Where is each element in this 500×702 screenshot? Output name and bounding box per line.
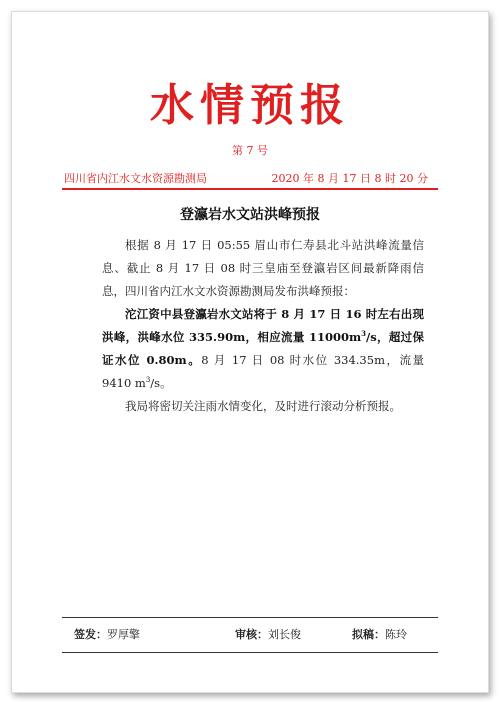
reviewer-label: 审核： xyxy=(235,628,268,641)
forecast-text-b: /s，超过保证水位 0.80m。 xyxy=(102,330,424,367)
drafter xyxy=(352,626,407,642)
issue-time: 2020 年 8 月 17 日 8 时 20 分 xyxy=(271,172,428,185)
reviewer xyxy=(235,626,301,642)
issuing-agency: 四川省内江水文水资源勘测局 xyxy=(64,172,207,185)
footer-bottom-rule xyxy=(62,652,438,653)
unit-superscript: 3 xyxy=(145,376,151,385)
body-paragraph-2 xyxy=(102,303,424,395)
signer-name: 罗厚擎 xyxy=(107,628,140,641)
document-title: 登瀛岩水文站洪峰预报 xyxy=(180,207,320,223)
header-red-rule xyxy=(62,188,438,190)
reviewer-name: 刘长俊 xyxy=(268,628,301,641)
current-level-text-a: 8 月 17 日 08 时水位 334.35m，流量 9410 m xyxy=(102,353,424,390)
signer-label: 签发： xyxy=(74,628,107,641)
forecast-text-a: 沱江资中县登瀛岩水文站将于 8 月 17 日 16 时左右出现洪峰，洪峰水位 335.90m，相应流量 11000m xyxy=(102,307,424,344)
masthead-title: 水情预报 xyxy=(150,80,350,131)
drafter-label: 拟稿： xyxy=(352,628,385,641)
issue-number: 第 7 号 xyxy=(232,144,268,157)
body-paragraph-3: 我局将密切关注雨水情变化，及时进行滚动分析预报。 xyxy=(125,399,401,413)
footer-top-rule xyxy=(62,617,438,618)
document-page xyxy=(11,11,489,693)
drafter-name: 陈玲 xyxy=(385,628,407,641)
document-body xyxy=(102,234,424,418)
current-level-text-b: /s。 xyxy=(150,376,172,390)
body-paragraph-1: 根据 8 月 17 日 05:55 眉山市仁寿县北斗站洪峰流量信息、截止 8 月 17 日 08 时三皇庙至登瀛岩区间最新降雨信息，四川省内江水文水资源勘测局发布洪峰预报： xyxy=(102,238,424,298)
signer xyxy=(74,626,140,642)
unit-superscript: 3 xyxy=(361,329,367,339)
